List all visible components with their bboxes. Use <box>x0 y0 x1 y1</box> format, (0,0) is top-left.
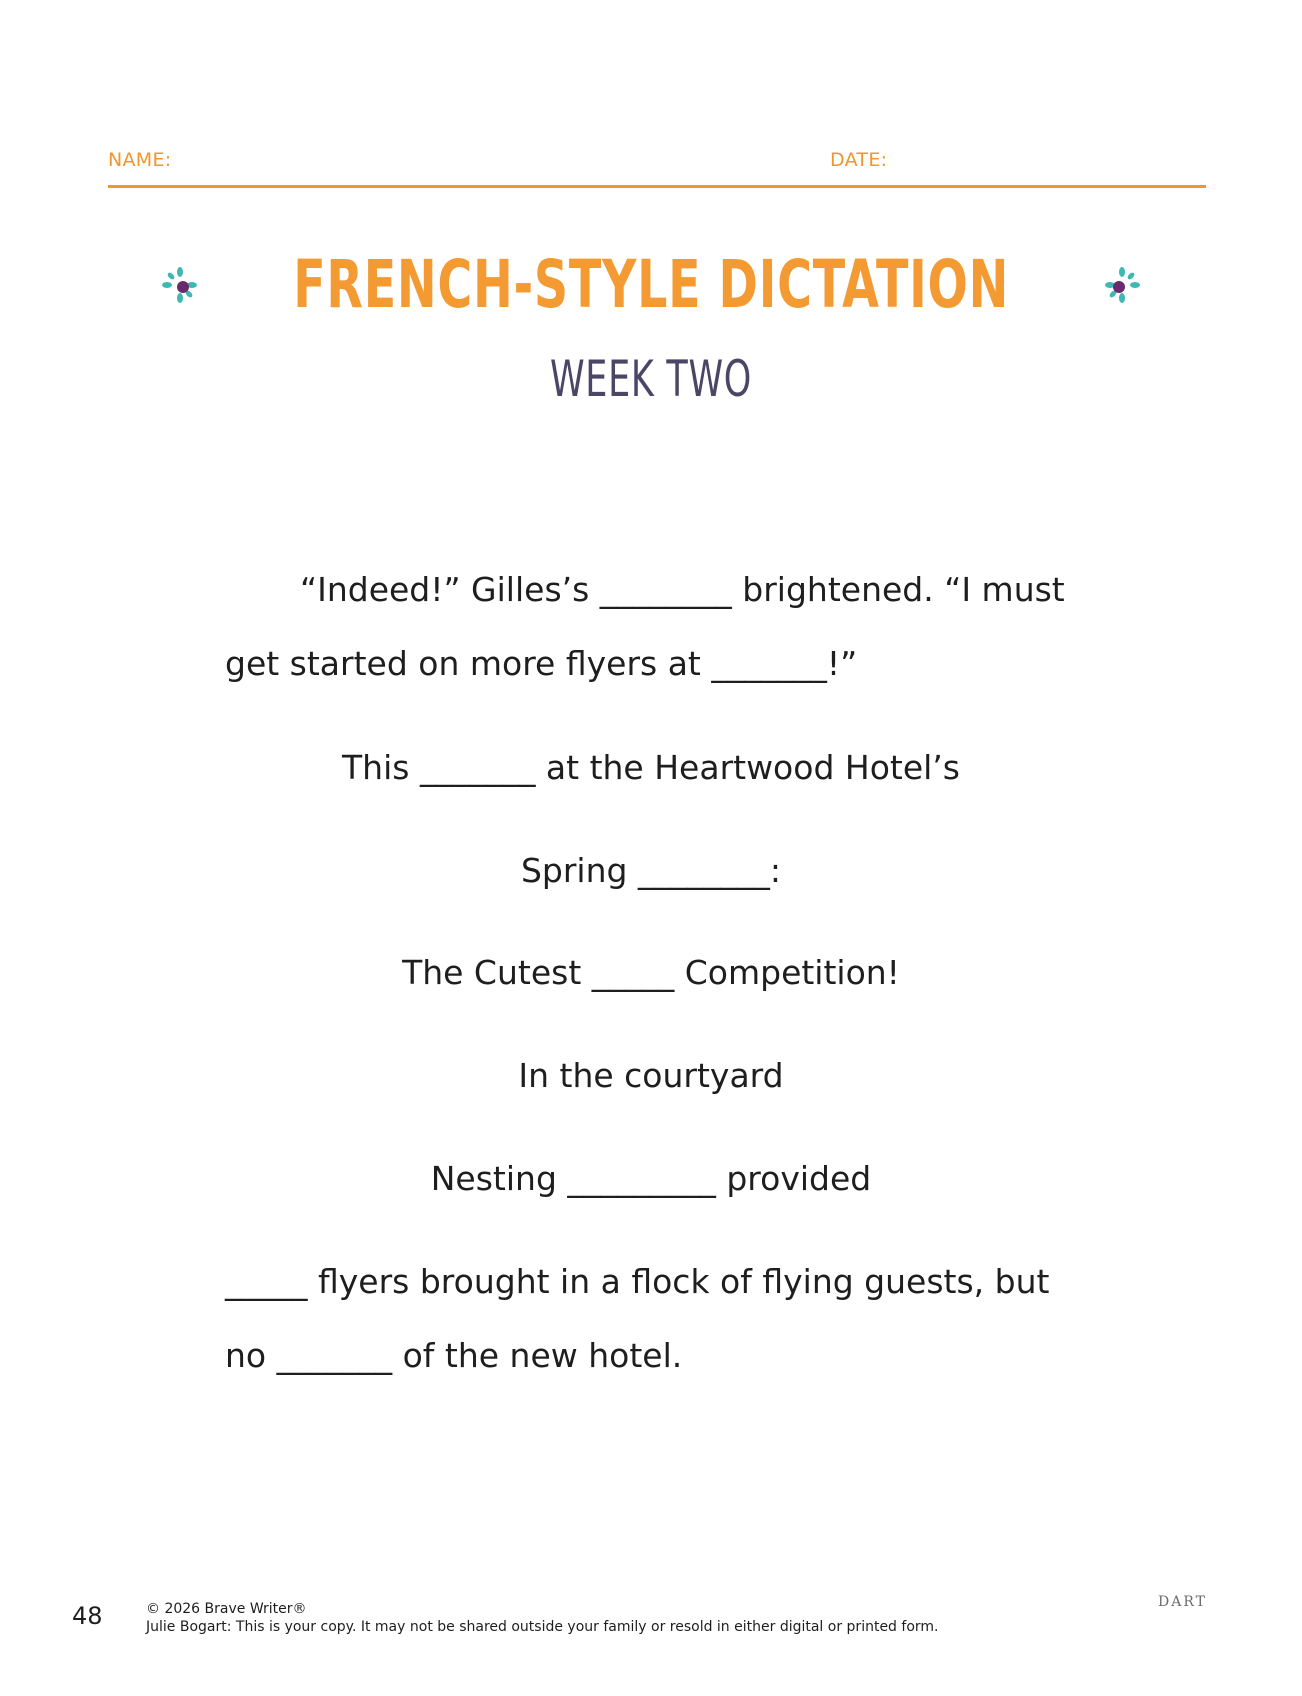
passage-line: no _______ of the new hotel. <box>225 1336 683 1375</box>
page-number: 48 <box>72 1602 103 1630</box>
copyright-line: © 2026 Brave Writer® <box>146 1601 307 1617</box>
license-line: Julie Bogart: This is your copy. It may not be shared outside your family or resold in either digital or printed form. <box>146 1619 939 1635</box>
footer-logo: DART <box>1158 1594 1207 1610</box>
date-label: DATE: <box>830 149 888 171</box>
passage-line: This _______ at the Heartwood Hotel’s <box>342 748 960 787</box>
passage-line: Spring ________: <box>520 851 782 890</box>
flower-icon <box>156 261 204 309</box>
page-subtitle: WEEK TWO <box>549 350 753 408</box>
passage-line: In the courtyard <box>518 1056 784 1095</box>
passage-line: _____ flyers brought in a flock of flying guests, but <box>225 1262 1050 1301</box>
passage-line: Nesting _________ provided <box>430 1159 872 1198</box>
title-block <box>0 240 1302 330</box>
passage-line: get started on more flyers at _______!” <box>225 644 858 683</box>
page-title: FRENCH-STYLE DICTATION <box>293 246 1009 323</box>
name-label: NAME: <box>108 149 172 171</box>
name-date-header <box>108 145 1206 188</box>
passage-line: “Indeed!” Gilles’s ________ brightened. “I must <box>300 570 1065 609</box>
flower-icon <box>1098 261 1146 309</box>
passage-line: The Cutest _____ Competition! <box>402 953 900 992</box>
copyright-notice <box>146 1600 938 1636</box>
